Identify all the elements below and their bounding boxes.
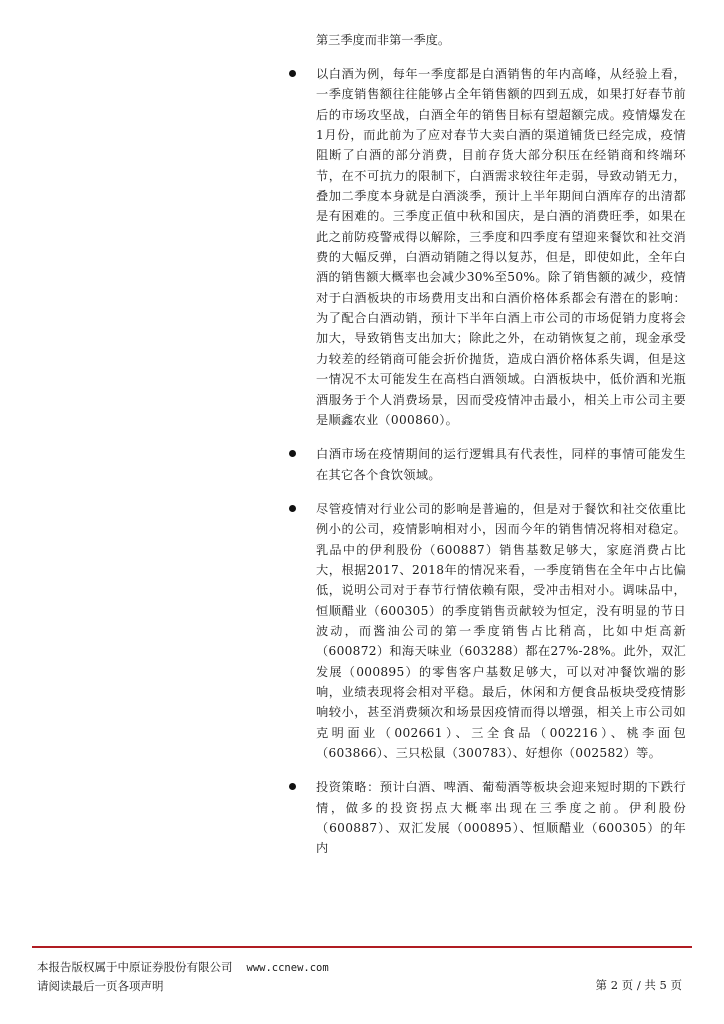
footer-copyright-line bbox=[37, 958, 329, 977]
bullet-text: 投资策略：预计白酒、啤酒、葡萄酒等板块会迎来短时期的下跌行情，做多的投资拐点大概率出现在三季度之前。伊利股份（600887）、双汇发展（000895）、恒顺醋业（600305）的年内 bbox=[316, 780, 686, 856]
page-number: 第 2 页 / 共 5 页 bbox=[595, 978, 682, 992]
footer-left-block bbox=[37, 958, 329, 995]
bullet-icon bbox=[289, 70, 296, 77]
bullet-item-investment-strategy bbox=[316, 777, 686, 858]
bullet-text: 尽管疫情对行业公司的影响是普遍的，但是对于餐饮和社交依重比例小的公司，疫情影响相对小，因而今年的销售情况将相对稳定。乳品中的伊利股份（600887）销售基数足够大，家庭消费占比大，根据2017、2018年的情况来看，一季度销售在全年中占比偏低，说明公司对于春节行情依赖有限，受冲击相对小。调味品中，恒顺醋业（600305）的季度销售贡献较为恒定，没有明显的节日波动，而酱油公司的第一季度销售占比稍高，比如中炬高新（600872）和海天味业（603288）都在27%-28%。此外，双汇发展（000895）的零售客户基数足够大，可以对冲餐饮端的影响，业绩表现将会相对平稳。最后，休闲和方便食品板块受疫情影响较小，甚至消费频次和场景因疫情而得以增强，相关上市公司如克明面业（002661）、三全食品（002216）、桃李面包（603866）、三只松鼠（300783）、好想你（002582）等。 bbox=[316, 501, 686, 760]
bullet-item-market-logic bbox=[316, 444, 686, 485]
bullet-item-company-impact bbox=[316, 499, 686, 763]
footer-disclaimer: 请阅读最后一页各项声明 bbox=[37, 979, 164, 993]
footer-divider bbox=[32, 946, 692, 948]
bullet-icon bbox=[289, 783, 296, 790]
bullet-item-baijiu-example bbox=[316, 64, 686, 430]
bullet-icon bbox=[289, 505, 296, 512]
continued-paragraph-line: 第三季度而非第一季度。 bbox=[316, 33, 451, 47]
bullet-text: 以白酒为例，每年一季度都是白酒销售的年内高峰，从经验上看，一季度销售额往往能够占全年销售额的四到五成，如果打好春节前后的市场攻坚战，白酒全年的销售目标有望超额完成。疫情爆发在1月份，而此前为了应对春节大卖白酒的渠道铺货已经完成，疫情阻断了白酒的部分消费，目前存货大部分积压在经销商和终端环节，在不可抗力的限制下，白酒需求较往年走弱，导致动销无力，叠加二季度本身就是白酒淡季，预计上半年期间白酒库存的出清都是有困难的。三季度正值中秋和国庆，是白酒的消费旺季，如果在此之前防疫警戒得以解除，三季度和四季度有望迎来餐饮和社交消费的大幅反弹，白酒动销随之得以复苏，但是，即使如此，全年白酒的销售额大概率也会减少30%至50%。除了销售额的减少，疫情对于白酒板块的市场费用支出和白酒价格体系都会有潜在的影响：为了配合白酒动销，预计下半年白酒上市公司的市场促销力度将会加大，导致销售支出加大；除此之外，在动销恢复之前，现金承受力较差的经销商可能会折价抛货，造成白酒价格体系失调，但是这一情况不太可能发生在高档白酒领域。白酒板块中，低价酒和光瓶酒服务于个人消费场景，因而受疫情冲击最小，相关上市公司主要是顺鑫农业（000860）。 bbox=[316, 67, 686, 427]
footer-website-link[interactable]: www.ccnew.com bbox=[246, 962, 329, 974]
bullet-text: 白酒市场在疫情期间的运行逻辑具有代表性，同样的事情可能发生在其它各个食饮领域。 bbox=[316, 447, 686, 482]
report-body bbox=[316, 30, 686, 873]
bullet-icon bbox=[289, 450, 296, 457]
footer-copyright: 本报告版权属于中原证券股份有限公司 bbox=[37, 960, 233, 974]
